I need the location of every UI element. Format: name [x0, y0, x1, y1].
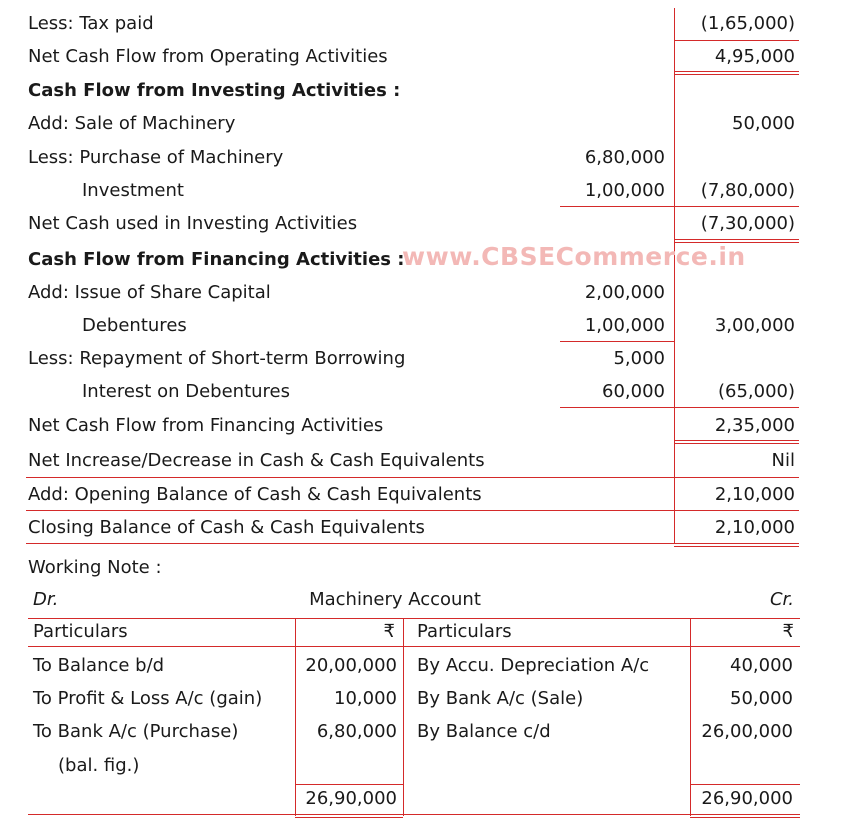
ledger-bottom-rule-2 [295, 817, 403, 818]
rule-below-closing-2 [674, 546, 799, 547]
debit-row-particular: To Bank A/c (Purchase) [33, 721, 239, 742]
credit-row-amount: 26,00,000 [701, 721, 793, 742]
debit-rupee-header: ₹ [383, 621, 395, 642]
credit-row-particular: By Accu. Depreciation A/c [417, 655, 650, 676]
rule-below-net-operating-2 [674, 74, 799, 75]
opening-balance-label: Add: Opening Balance of Cash & Cash Equivalents [28, 484, 482, 505]
ledger-bottom-rule-3 [690, 817, 800, 818]
net-change-label: Net Increase/Decrease in Cash & Cash Equivalents [28, 450, 485, 471]
credit-total-rule-top [690, 784, 800, 785]
credit-row-amount: 50,000 [730, 688, 793, 709]
rule-below-net-operating-1 [674, 71, 799, 72]
rule-below-interest [560, 407, 799, 408]
account-title: Machinery Account [309, 589, 481, 610]
net-change-amount: Nil [771, 450, 795, 471]
net-operating-amount: 4,95,000 [714, 46, 795, 67]
investment-amount: (7,80,000) [700, 180, 795, 201]
rule-below-tax [674, 40, 799, 41]
credit-side-label: Cr. [769, 589, 794, 610]
repayment-label: Less: Repayment of Short-term Borrowing [28, 348, 406, 369]
tax-paid-label: Less: Tax paid [28, 13, 154, 34]
ledger-bottom-rule-1 [28, 814, 800, 815]
debit-row-particular: To Profit & Loss A/c (gain) [33, 688, 263, 709]
credit-row-amount: 40,000 [730, 655, 793, 676]
repayment-subamount: 5,000 [613, 348, 665, 369]
purchase-machinery-label: Less: Purchase of Machinery [28, 147, 284, 168]
debit-total: 26,90,000 [305, 788, 397, 809]
credit-particulars-header: Particulars [417, 621, 512, 642]
debit-row-particular: To Balance b/d [33, 655, 165, 676]
debit-row-amount: 6,80,000 [316, 721, 397, 742]
net-investing-amount: (7,30,000) [700, 213, 795, 234]
debit-total-rule-top [295, 784, 403, 785]
sale-machinery-amount: 50,000 [732, 113, 795, 134]
sale-machinery-label: Add: Sale of Machinery [28, 113, 236, 134]
ledger-divider-center [403, 618, 404, 816]
opening-balance-amount: 2,10,000 [714, 484, 795, 505]
credit-row-particular: By Bank A/c (Sale) [417, 688, 584, 709]
debit-side-label: Dr. [33, 589, 59, 610]
rule-below-opening [26, 510, 799, 511]
rule-below-net-change [26, 477, 799, 478]
rule-below-net-investing-1 [674, 239, 799, 240]
watermark-text: www.CBSECommerce.in [402, 242, 746, 271]
ledger-header-rule [28, 646, 800, 647]
interest-label: Interest on Debentures [82, 381, 290, 402]
rule-below-closing-1 [26, 543, 799, 544]
net-operating-label: Net Cash Flow from Operating Activities [28, 46, 388, 67]
interest-amount: (65,000) [717, 381, 795, 402]
financing-heading: Cash Flow from Financing Activities : [28, 249, 405, 270]
ledger-divider-credit-amount [690, 618, 691, 816]
investing-heading: Cash Flow from Investing Activities : [28, 80, 401, 101]
investment-label: Investment [82, 180, 184, 201]
ledger-top-rule [28, 618, 800, 619]
purchase-machinery-subamount: 6,80,000 [584, 147, 665, 168]
debentures-subamount: 1,00,000 [584, 315, 665, 336]
credit-rupee-header: ₹ [782, 621, 794, 642]
debit-row-amount: 20,00,000 [305, 655, 397, 676]
closing-balance-label: Closing Balance of Cash & Cash Equivalents [28, 517, 425, 538]
rule-below-net-financing-2 [674, 443, 799, 444]
debit-row-amount: 10,000 [334, 688, 397, 709]
rule-below-investment [560, 206, 799, 207]
debit-row-particular: (bal. fig.) [58, 755, 140, 776]
amount-column-divider [674, 8, 675, 544]
tax-paid-amount: (1,65,000) [700, 13, 795, 34]
net-investing-label: Net Cash used in Investing Activities [28, 213, 358, 234]
credit-total: 26,90,000 [701, 788, 793, 809]
net-financing-label: Net Cash Flow from Financing Activities [28, 415, 384, 436]
rule-below-debentures [560, 341, 674, 342]
share-capital-subamount: 2,00,000 [584, 282, 665, 303]
debentures-amount: 3,00,000 [714, 315, 795, 336]
debit-particulars-header: Particulars [33, 621, 128, 642]
credit-row-particular: By Balance c/d [417, 721, 551, 742]
closing-balance-amount: 2,10,000 [714, 517, 795, 538]
ledger-divider-debit-amount [295, 618, 296, 816]
net-financing-amount: 2,35,000 [714, 415, 795, 436]
investment-subamount: 1,00,000 [584, 180, 665, 201]
interest-subamount: 60,000 [602, 381, 665, 402]
rule-below-net-financing-1 [674, 440, 799, 441]
debentures-label: Debentures [82, 315, 187, 336]
working-note-title: Working Note : [28, 557, 162, 578]
share-capital-label: Add: Issue of Share Capital [28, 282, 271, 303]
